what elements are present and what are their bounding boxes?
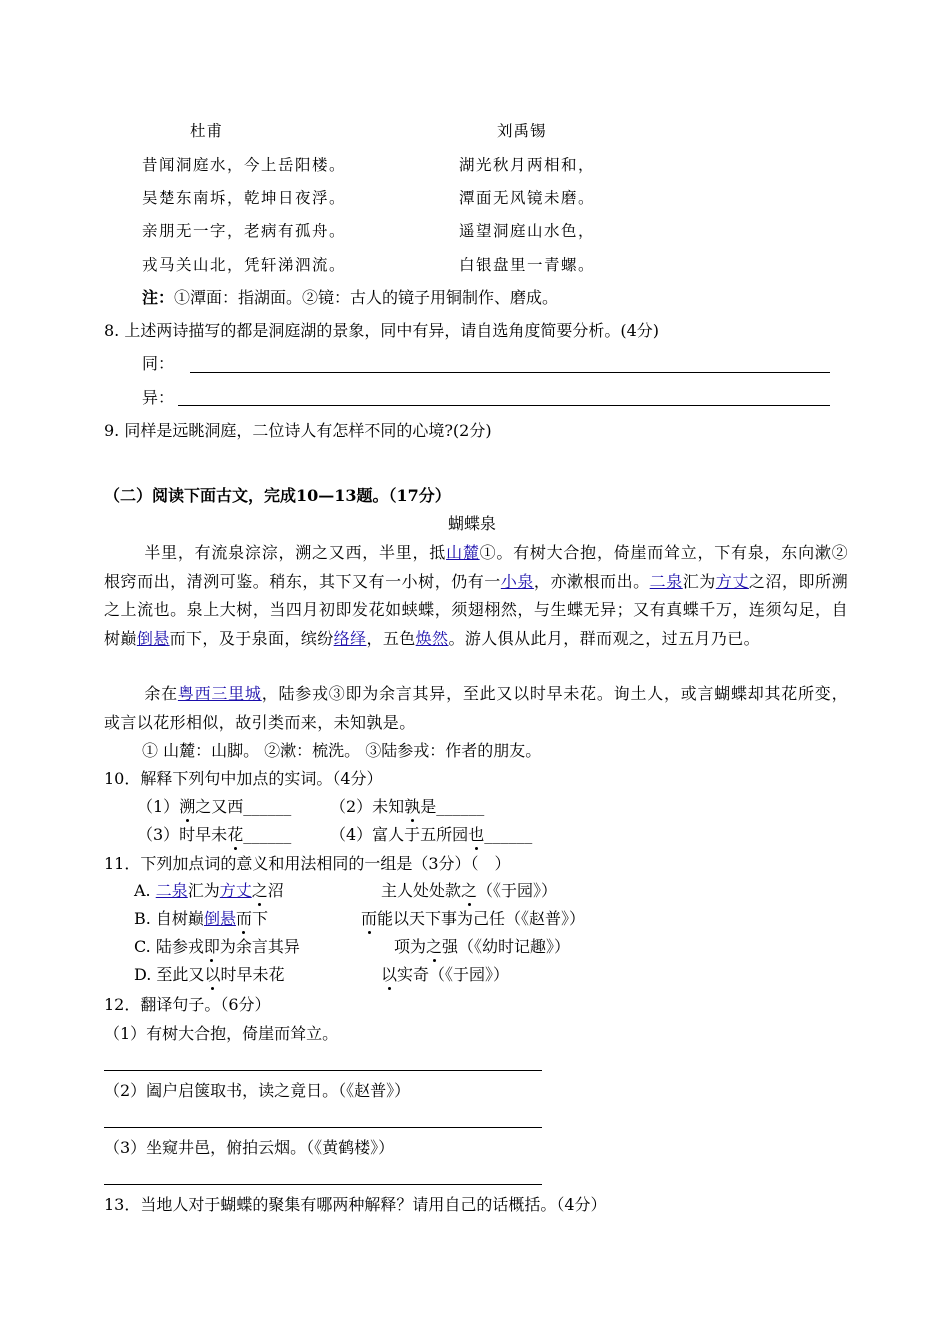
poem-note-text: ①潭面：指湖面。②镜：古人的镜子用铜制作、磨成。 xyxy=(174,288,559,307)
annotated-term[interactable]: 粤西三里城 xyxy=(177,684,262,703)
answer-line-diff[interactable] xyxy=(178,405,830,406)
q11-option-a[interactable]: A. 二泉汇为方丈之沼 xyxy=(134,881,284,900)
q12-sentence-1: （1）有树大合抱，倚崖而耸立。 xyxy=(104,1024,339,1043)
q11-option-c[interactable]: C. 陆参戎即为余言其异 xyxy=(134,937,300,956)
question-12: 12．翻译句子。（6分） xyxy=(104,995,271,1014)
q11-option-b-compare: 而能以天下事为己任（《赵普》） xyxy=(361,909,586,928)
section-heading: （二）阅读下面古文，完成10—13题。（17分） xyxy=(104,486,451,505)
annotated-term[interactable]: 山麓 xyxy=(446,543,480,562)
passage-notes: ① 山麓：山脚。 ②漱：梳洗。 ③陆参戎：作者的朋友。 xyxy=(142,741,542,760)
passage-paragraph-2: 余在粤西三里城，陆参戎③即为余言其异，至此又以时早未花。询土人，或言蝴蝶却其花所变，或言以花形相似，故引类而来，未知孰是。 xyxy=(104,684,848,732)
question-8: 8. 上述两诗描写的都是洞庭湖的景象，同中有异，请自选角度简要分析。(4分) xyxy=(104,321,660,340)
answer-line-same[interactable] xyxy=(190,372,830,373)
answer-line-12-3[interactable] xyxy=(104,1184,542,1185)
answer-label-diff: 异： xyxy=(142,388,175,407)
passage-paragraph-1: 半里，有流泉淙淙，溯之又西，半里，抵山麓①。有树大合抱，倚崖而耸立，下有泉，东向漱②根窍而出，清洌可鉴。稍东，其下又有一小树，仍有一小泉，亦漱根而出。二泉汇为方丈之沼，即所溯之上流也。泉上大树，当四月初即发花如蛱蝶，须翅栩然，与生蝶无异；又有真蝶千万，连须勾足，自树巅倒悬而下，及于泉面，缤纷络绎，五色焕然。游人俱从此月，群而观之，过五月乃已。 xyxy=(104,543,848,648)
question-9: 9. 同样是远眺洞庭，二位诗人有怎样不同的心境?(2分) xyxy=(104,421,492,440)
question-13: 13．当地人对于蝴蝶的聚集有哪两种解释？请用自己的话概括。（4分） xyxy=(104,1195,607,1214)
poem-left-line: 亲朋无一字，老病有孤舟。 xyxy=(142,222,347,240)
annotated-term[interactable]: 二泉 xyxy=(649,571,683,591)
poem-note-label: 注： xyxy=(142,288,175,307)
q11-option-d[interactable]: D. 至此又以时早未花 xyxy=(134,965,285,984)
q11-option-d-compare: 以实奇（《于园》） xyxy=(381,965,510,984)
poem-right-line: 潭面无风镜未磨。 xyxy=(459,189,596,207)
answer-line-12-2[interactable] xyxy=(104,1127,542,1128)
annotated-term[interactable]: 倒悬 xyxy=(136,628,170,648)
poem-right-line: 遥望洞庭山水色， xyxy=(459,222,596,240)
poem-right-line: 白银盘里一青螺。 xyxy=(459,256,596,274)
q11-option-a-compare: 主人处处款之（《于园》） xyxy=(381,881,558,900)
annotated-term[interactable]: 络绎 xyxy=(333,628,367,648)
answer-line-12-1[interactable] xyxy=(104,1070,542,1071)
question-10: 10．解释下列句中加点的实词。（4分） xyxy=(104,769,383,788)
poem-note xyxy=(142,288,558,307)
annotated-term[interactable]: 方丈 xyxy=(715,571,749,591)
q12-sentence-3: （3）坐窥井邑，俯拍云烟。（《黄鹤楼》） xyxy=(104,1138,395,1157)
q11-option-c-compare: 项为之强（《幼时记趣》） xyxy=(394,937,571,956)
q12-sentence-2: （2）阖户启箧取书，读之竟日。（《赵普》） xyxy=(104,1081,411,1100)
question-11: 11．下列加点词的意义和用法相同的一组是（3分）（ ） xyxy=(104,854,511,873)
poem-left-line: 吴楚东南坼，乾坤日夜浮。 xyxy=(142,189,347,207)
annotated-term[interactable]: 小泉 xyxy=(500,571,534,591)
poem-author-right: 刘禹锡 xyxy=(497,122,547,140)
passage-title: 蝴蝶泉 xyxy=(448,514,497,533)
q10-item-1: （1）溯之又西______ xyxy=(137,797,292,816)
q11-option-b[interactable]: B. 自树巅倒悬而下 xyxy=(134,909,268,928)
q10-item-4: （4）富人于五所园也______ xyxy=(330,825,533,844)
answer-label-same: 同： xyxy=(142,354,175,373)
poem-left-line: 戎马关山北，凭轩涕泗流。 xyxy=(142,256,347,274)
poem-right-line: 湖光秋月两相和， xyxy=(459,156,596,174)
q10-item-2: （2）未知孰是______ xyxy=(330,797,485,816)
annotated-term[interactable]: 焕然 xyxy=(415,628,449,648)
q10-item-3: （3）时早未花______ xyxy=(137,825,292,844)
poem-left-line: 昔闻洞庭水，今上岳阳楼。 xyxy=(142,156,347,174)
poem-author-left: 杜甫 xyxy=(190,122,224,140)
